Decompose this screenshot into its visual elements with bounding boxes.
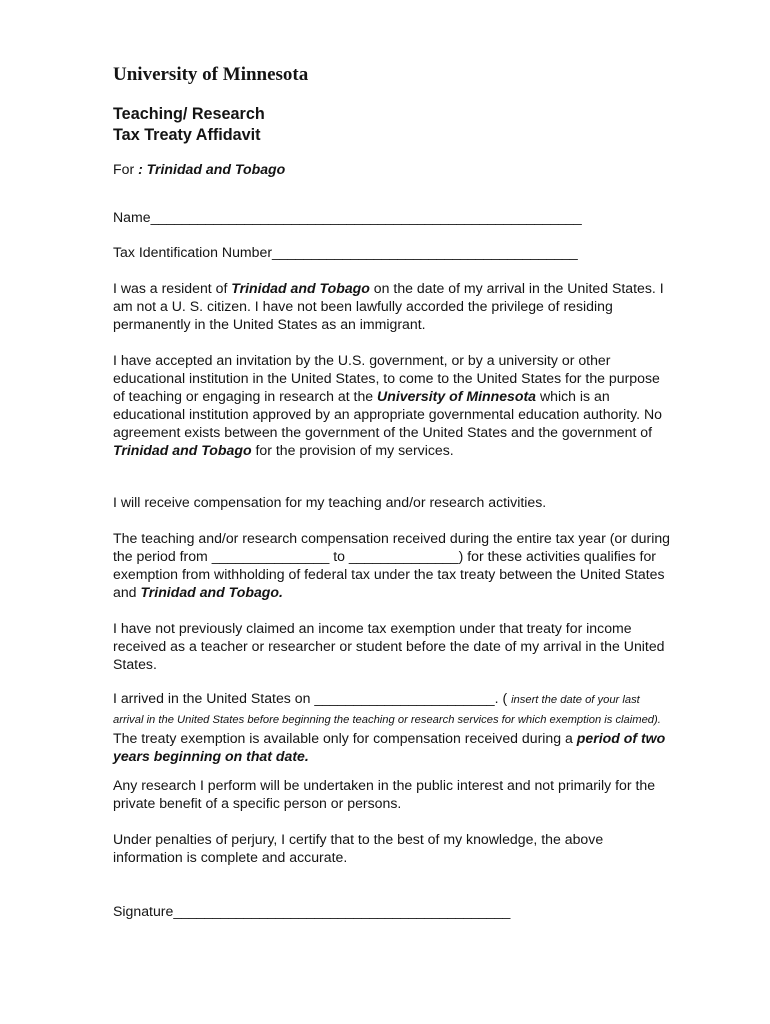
invitation-paragraph [113,351,673,459]
invitation-text-a: I have accepted an invitation by the U.S. government, or by a university or other educational institution in the United States, to come to the United States for the purpose of teaching or engaging in research at the [113,352,660,404]
signature-field: Signature___________________________________________ [113,903,511,919]
arrival-emphasis: period of two years beginning on that date. [113,730,666,764]
research-paragraph: Any research I perform will be undertaken in the public interest and not primarily for the private benefit of a specific person or persons. [113,777,656,811]
prior-claim-paragraph: I have not previously claimed an income tax exemption under that treaty for income received as a teacher or researcher or student before the date of my arrival in the United States. [113,620,665,672]
residency-text-b: on the date of my arrival in the United States. I am not a U. S. citizen. I have not been lawfully accorded the privilege of residing permanently in the United States as an immigrant. [113,280,664,332]
arrival-text-a: I arrived in the United States on _______________________. ( [113,690,512,706]
university-name: University of Minnesota [113,64,309,85]
arrival-text-b: The treaty exemption is available only for compensation received during a [113,730,577,746]
exemption-paragraph [113,529,673,601]
invitation-text-c: for the provision of my services. [251,442,454,458]
compensation-paragraph: I will receive compensation for my teaching and/or research activities. [113,494,547,510]
residency-paragraph [113,279,673,333]
form-title-line1: Teaching/ Research [113,105,265,123]
invitation-university: University of Minnesota [377,388,537,404]
form-title-line2: Tax Treaty Affidavit [113,126,261,144]
invitation-text-b: which is an educational institution approved by an appropriate governmental education authority. No agreement exists between the government of the United States and the government of [113,388,662,440]
invitation-country: Trinidad and Tobago [113,442,252,458]
for-country-line [113,160,673,178]
tax-id-field: Tax Identification Number_______________________________________ [113,244,578,260]
arrival-paragraph [113,689,673,765]
name-field: Name_______________________________________________________ [113,209,582,225]
exemption-country: Trinidad and Tobago. [140,584,283,600]
for-prefix: For [113,161,139,177]
exemption-text-a: The teaching and/or research compensation received during the entire tax year (or during the period from _______________ to ______________) for these activities qualifies for exemption from withholding of federal tax under the tax treaty between the United States and [113,530,671,600]
perjury-paragraph: Under penalties of perjury, I certify that to the best of my knowledge, the above information is complete and accurate. [113,831,604,865]
for-country: : Trinidad and Tobago [138,161,286,177]
residency-country: Trinidad and Tobago [231,280,370,296]
residency-text-a: I was a resident of [113,280,232,296]
arrival-note: insert the date of your last arrival in the United States before beginning the teaching or research services for which exemption is claimed). [113,694,661,726]
